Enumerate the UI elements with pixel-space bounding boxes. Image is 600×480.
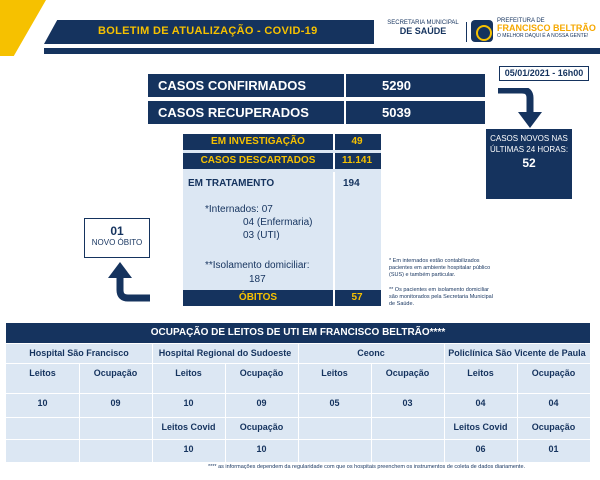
header [0, 0, 600, 56]
recovered-cases-row [148, 101, 485, 124]
icu-cell: 10 [256, 444, 267, 454]
recovered-cases-label: CASOS RECUPERADOS [158, 105, 309, 120]
icu-cell: 10 [183, 444, 194, 454]
confirmed-cases-label: CASOS CONFIRMADOS [158, 78, 307, 93]
icu-cell: Leitos [29, 368, 56, 378]
icu-cell: Ocupação [531, 422, 576, 432]
icu-table-title: OCUPAÇÃO DE LEITOS DE UTI EM FRANCISCO BELTRÃO**** [6, 323, 590, 343]
icu-cell: Leitos [321, 368, 348, 378]
deaths-row: ÓBITOS 57 [183, 290, 381, 306]
hospital-name: Ceonc [357, 348, 385, 358]
icu-col-divider [152, 343, 153, 462]
icu-cell: Ocupação [93, 368, 138, 378]
icu-cell: 03 [402, 398, 413, 408]
icu-col-divider [298, 343, 299, 462]
new-death-box [84, 218, 150, 258]
icu-cell: 06 [475, 444, 486, 454]
icu-cell: Leitos Covid [453, 422, 508, 432]
icu-cell: 09 [256, 398, 267, 408]
icu-cell: Ocupação [531, 368, 576, 378]
icu-cell: Ocupação [239, 368, 284, 378]
discarded-row: CASOS DESCARTADOS 11.141 [183, 153, 381, 169]
treatment-label: EM TRATAMENTO [188, 178, 275, 189]
arrow-down-right-icon [496, 88, 544, 130]
hospital-name: Policlínica São Vicente de Paula [448, 348, 586, 358]
icu-col-divider [79, 363, 80, 462]
secretaria-logo: SECRETARIA MUNICIPAL DE SAÚDE [387, 20, 459, 36]
icu-cell: Leitos [175, 368, 202, 378]
icu-cell: 01 [548, 444, 559, 454]
investigation-row: EM INVESTIGAÇÃO 49 [183, 134, 381, 150]
icu-col-divider [444, 343, 445, 462]
ward-text: 04 (Enfermaria) [243, 217, 313, 228]
icu-cell: 10 [183, 398, 194, 408]
bulletin-title: BOLETIM DE ATUALIZAÇÃO - COVID-19 [98, 25, 318, 37]
icu-col-divider [517, 363, 518, 462]
icu-col-divider [371, 363, 372, 462]
confirmed-cases-value: 5290 [382, 78, 411, 93]
footnotes [389, 258, 499, 308]
icu-cell: 04 [475, 398, 486, 408]
status-table [183, 134, 381, 306]
prefeitura-seal-icon [471, 20, 493, 42]
new-death-value: 01 [110, 224, 124, 238]
icu-cell: 04 [548, 398, 559, 408]
icu-occupancy-table [6, 323, 590, 462]
icu-cell: Leitos [467, 368, 494, 378]
confirmed-cases-row [148, 74, 485, 97]
hospital-name: Hospital São Francisco [29, 348, 129, 358]
recovered-cases-value: 5039 [382, 105, 411, 120]
icu-cell: 10 [37, 398, 48, 408]
icu-cell: Leitos Covid [161, 422, 216, 432]
icu-cell: Ocupação [385, 368, 430, 378]
yellow-corner-decoration [0, 0, 46, 56]
icu-col-divider [225, 363, 226, 462]
new-cases-label: CASOS NOVOS NAS ÚLTIMAS 24 HORAS: [489, 134, 569, 154]
hospital-name: Hospital Regional do Sudoeste [158, 348, 292, 358]
icu-cell: 09 [110, 398, 121, 408]
treatment-value: 194 [343, 178, 360, 189]
new-cases-box [486, 129, 572, 199]
icu-cell: Ocupação [239, 422, 284, 432]
note-isolation: ** Os pacientes em isolamento domiciliar são monitorados pela Secretaria Municipal de Saúde. [389, 287, 493, 307]
home-isolation-text: **Isolamento domiciliar: [205, 260, 310, 271]
note-hospitalized: * Em internados estão contabilizados pacientes em ambiente hospitalar público (SUS) e também particular. [389, 258, 491, 278]
logo-separator [466, 22, 467, 42]
arrow-up-icon [108, 262, 152, 304]
prefeitura-logo: PREFEITURA DE FRANCISCO BELTRÃO O MELHOR DAQUI É A NOSSA GENTE! [497, 18, 596, 39]
home-isolation-value: 187 [249, 274, 266, 285]
new-death-label: NOVO ÓBITO [91, 238, 143, 247]
update-date: 05/01/2021 - 16h00 [499, 66, 589, 81]
hospitalized-text: *Internados: 07 [205, 204, 273, 215]
icu-cell: 05 [329, 398, 340, 408]
new-cases-value: 52 [522, 156, 536, 170]
icu-text: 03 (UTI) [243, 230, 280, 241]
icu-footnote: **** as informações dependem da regularidade com que os hospitais preenchem os instrumentos de coleta de dados diariamente. [208, 464, 526, 470]
header-stripe [44, 48, 600, 54]
